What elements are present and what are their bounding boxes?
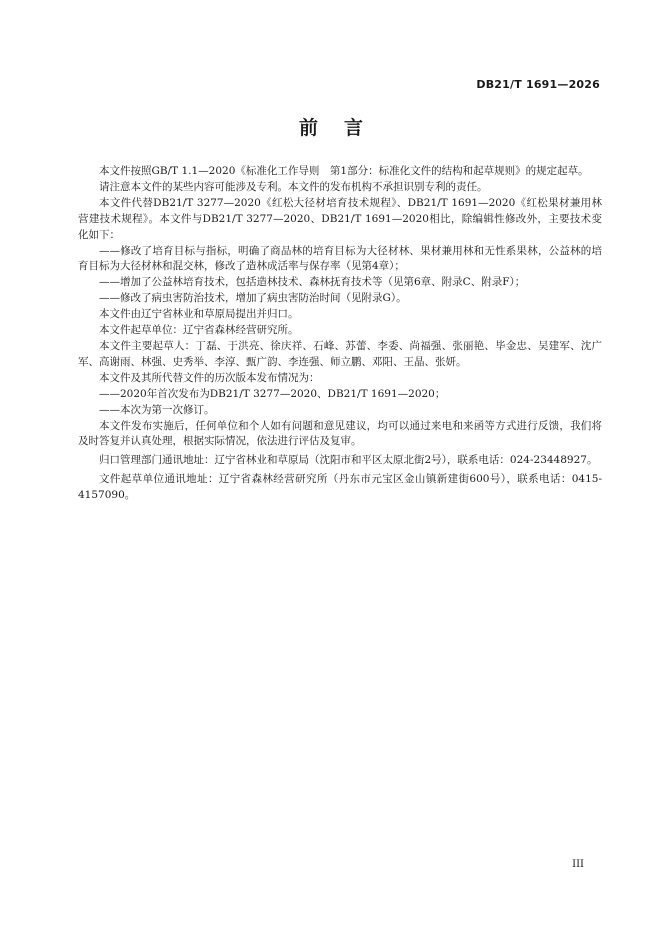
list-item: ——修改了病虫害防治技术，增加了病虫害防治时间（见附录G）。	[99, 292, 407, 305]
paragraph: 本文件主要起草人：丁磊、于洪亮、徐庆祥、石峰、苏蕾、李委、尚福强、张丽艳、毕金忠、吴建军、沈广军、高谢雨、林强、史秀举、李淳、甄广韵、李连强、师立鹏、邓阳、王晶、张妍。	[78, 339, 602, 368]
paragraph: 本文件代替DB21/T 3277—2020《红松大径材培育技术规程》、DB21/T 1691—2020《红松果材兼用林营建技术规程》。本文件与DB21/T 3277—2020、DB21/T 1691—2020相比，除编辑性修改外，主要技术变化如下：	[78, 196, 602, 241]
paragraph: 本文件起草单位：辽宁省森林经营研究所。	[99, 324, 299, 337]
page-number: III	[572, 859, 584, 870]
paragraph: 本文件发布实施后，任何单位和个人如有问题和意见建议，均可以通过来电和来函等方式进行反馈，我们将及时答复并认真处理，根据实际情况，依法进行评估及复审。	[78, 419, 602, 448]
paragraph: 本文件由辽宁省林业和草原局提出并归口。	[99, 308, 299, 321]
list-item: ——修改了培育目标与指标，明确了商品林的培育目标为大径材林、果材兼用林和无性系果林，公益林的培育目标为大径材林和混交林，修改了造林成活率与保存率（见第4章）；	[78, 244, 602, 273]
paragraph: 文件起草单位通讯地址：辽宁省森林经营研究所（丹东市元宝区金山镇新建街600号），联系电话：0415-4157090。	[78, 473, 602, 502]
list-item: ——增加了公益林培育技术，包括造林技术、森林抚育技术等（见第6章、附录C、附录F）；	[99, 276, 526, 289]
paragraph: 本文件及其所代替文件的历次版本发布情况为：	[99, 371, 320, 384]
page-title: 前言	[298, 117, 389, 139]
document-code: DB21/T 1691—2026	[476, 78, 600, 91]
list-item: ——本次为第一次修订。	[99, 403, 215, 416]
foreword-body	[78, 164, 602, 504]
paragraph: 归口管理部门通讯地址：辽宁省林业和草原局（沈阳市和平区太原北街2号），联系电话：024-23448927。	[99, 454, 598, 467]
paragraph: 本文件按照GB/T 1.1—2020《标准化工作导则 第1部分：标准化文件的结构和起草规则》的规定起草。	[99, 165, 589, 177]
paragraph: 请注意本文件的某些内容可能涉及专利。本文件的发布机构不承担识别专利的责任。	[99, 180, 488, 193]
list-item: ——2020年首次发布为DB21/T 3277—2020、DB21/T 1691—2020；	[99, 387, 446, 400]
